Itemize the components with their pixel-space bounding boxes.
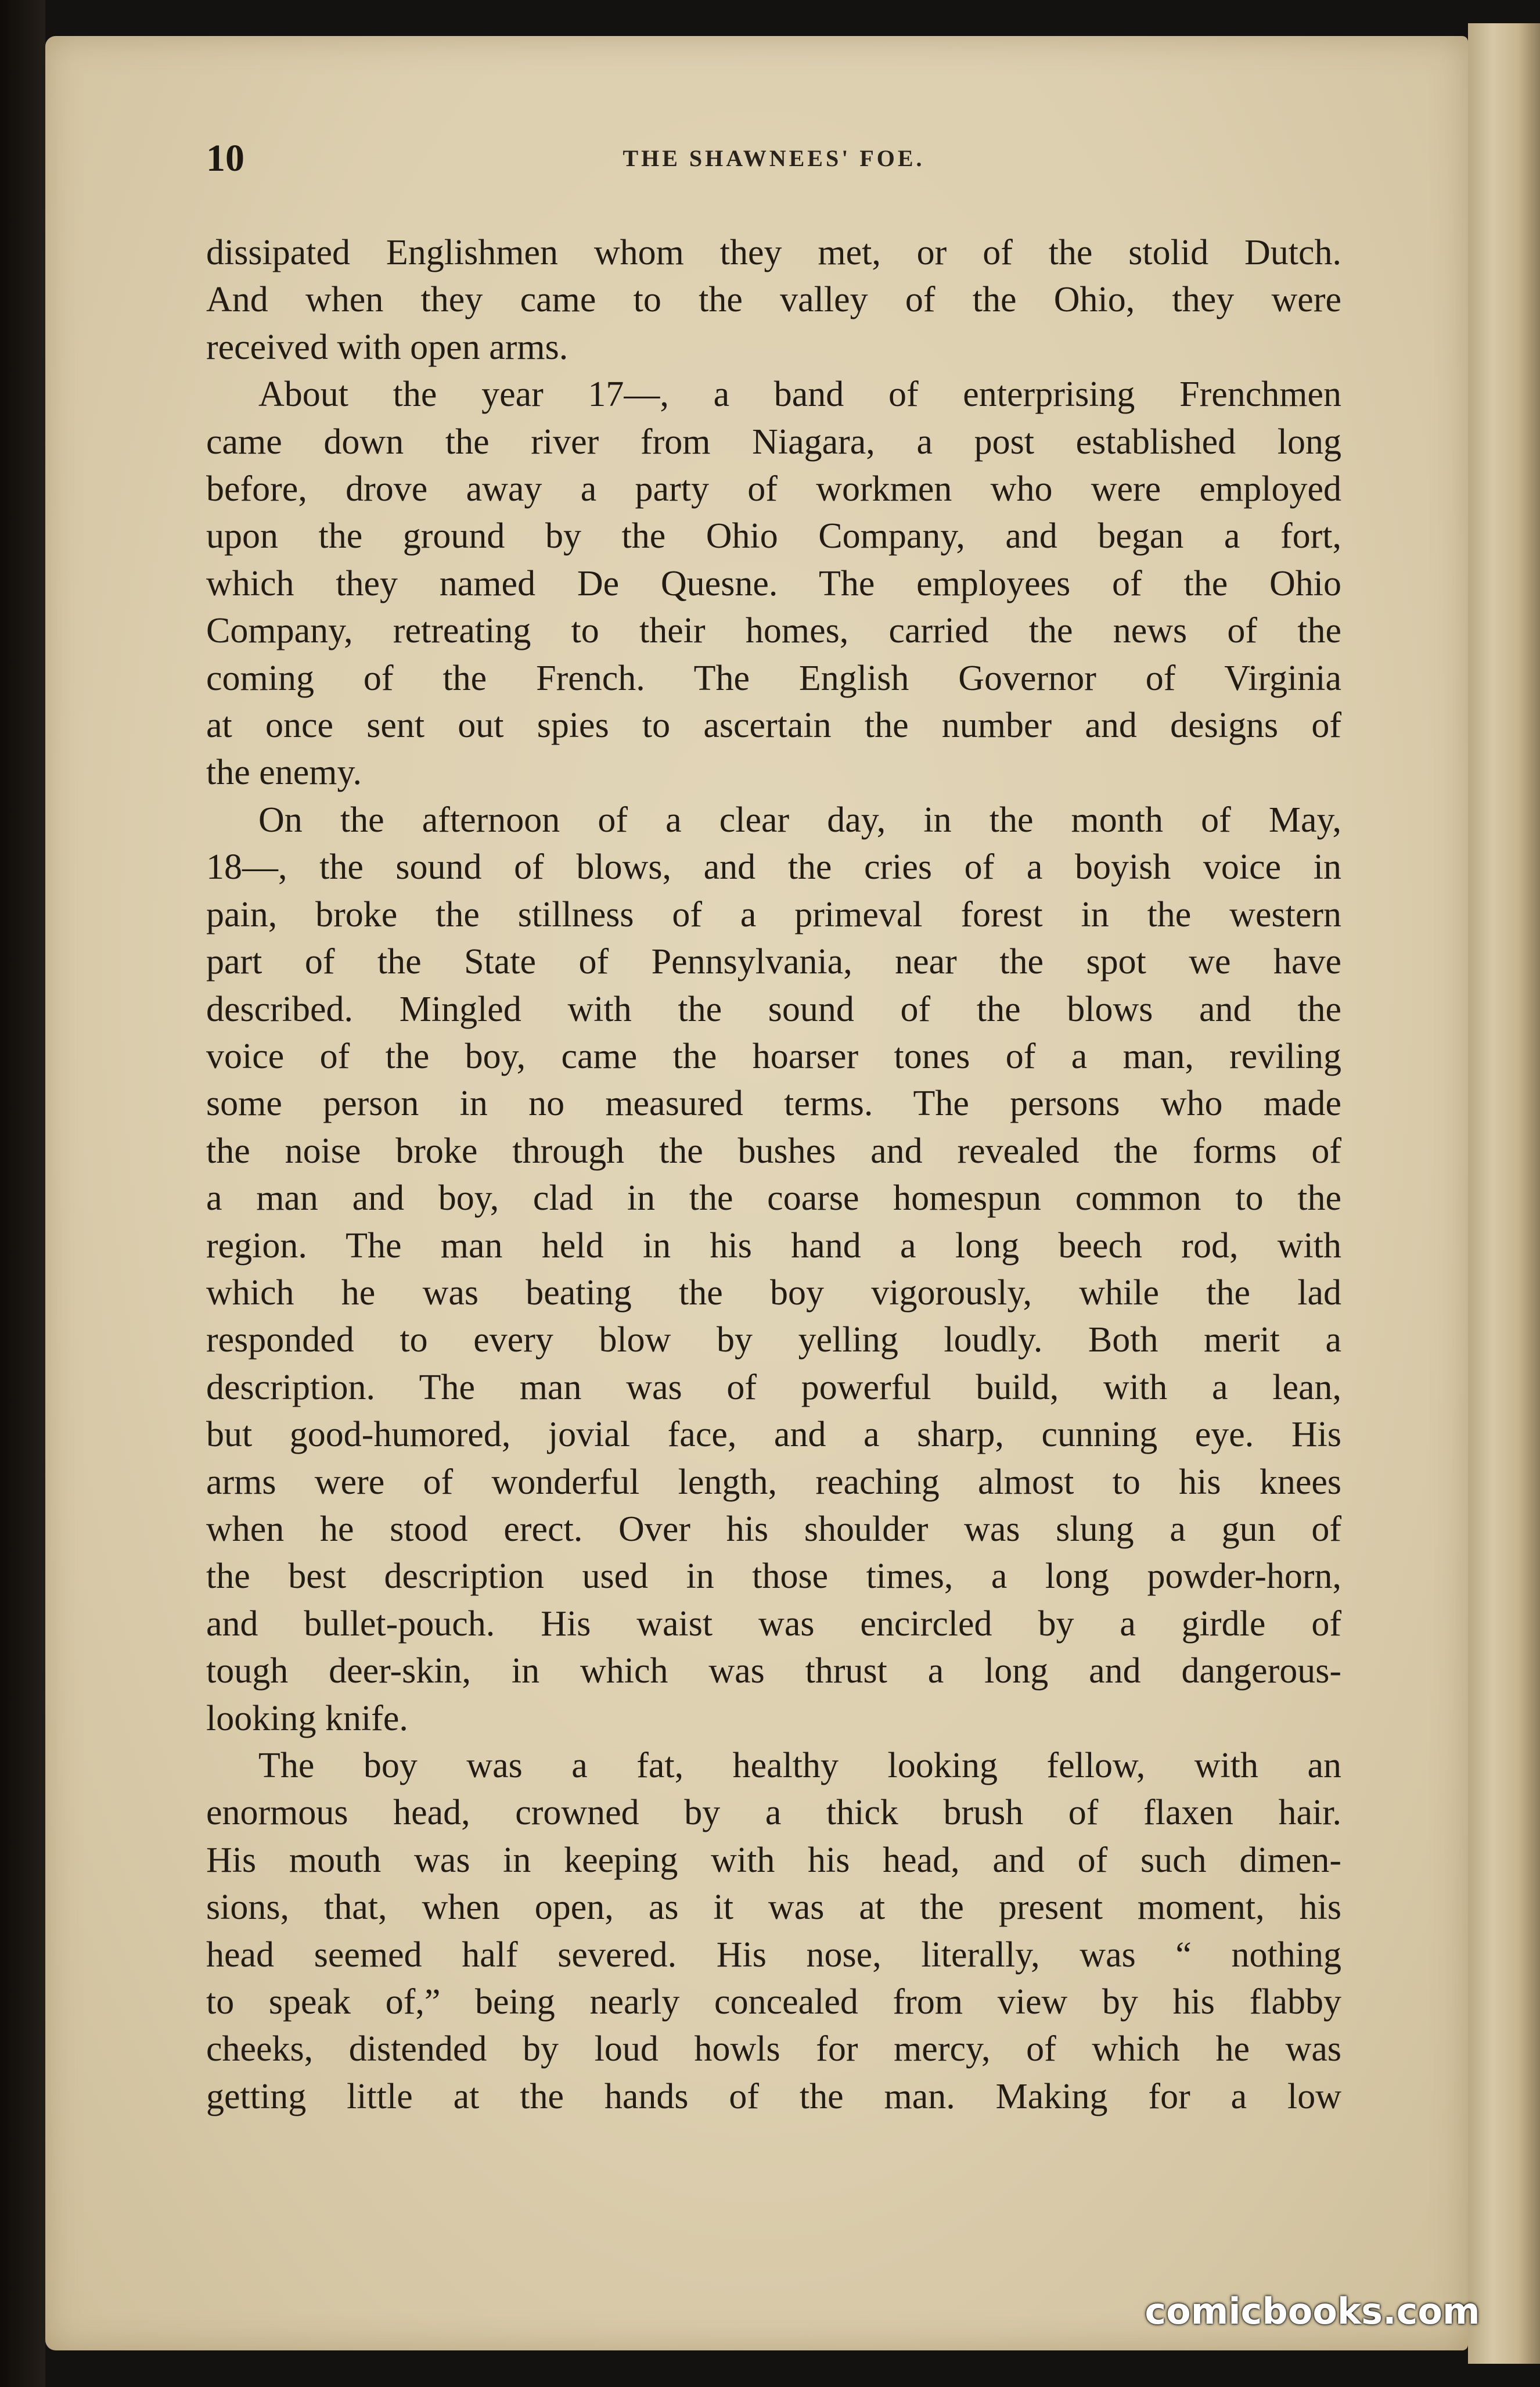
- running-head: THE SHAWNEES' FOE.: [623, 145, 925, 171]
- text-line: dissipated Englishmen whom they met, or of the stolid Dutch.: [206, 233, 1341, 272]
- text-line: arms were of wonderful length, reaching almost to his knees: [206, 1462, 1341, 1502]
- next-page-edge: [1468, 23, 1540, 2364]
- book-spine-shadow: [0, 0, 45, 2387]
- page-number: 10: [206, 137, 244, 179]
- text-line: upon the ground by the Ohio Company, and began a fort,: [206, 516, 1341, 556]
- text-line: enormous head, crowned by a thick brush of flaxen hair.: [206, 1793, 1341, 1833]
- page-header: [206, 136, 1341, 183]
- text-line: voice of the boy, came the hoarser tones of a man, reviling: [206, 1036, 1341, 1076]
- text-line: On the afternoon of a clear day, in the month of May,: [258, 800, 1341, 840]
- text-line: and bullet-pouch. His waist was encircled by a girdle of: [206, 1604, 1341, 1644]
- text-line: Company, retreating to their homes, carried the news of the: [206, 611, 1341, 651]
- text-line: the best description used in those times, a long powder-horn,: [206, 1556, 1341, 1597]
- text-line: The boy was a fat, healthy looking fellow, with an: [258, 1746, 1341, 1785]
- text-line: received with open arms.: [206, 327, 568, 367]
- text-line: head seemed half severed. His nose, literally, was “ nothing: [206, 1935, 1341, 1975]
- text-line: cheeks, distended by loud howls for mercy, of which he was: [206, 2029, 1341, 2069]
- text-line: to speak of,” being nearly concealed from view by his flabby: [206, 1982, 1341, 2022]
- text-line: 18—, the sound of blows, and the cries of a boyish voice in: [206, 847, 1341, 887]
- text-line: description. The man was of powerful build, with a lean,: [206, 1367, 1341, 1407]
- text-line: when he stood erect. Over his shoulder was slung a gun of: [206, 1509, 1341, 1549]
- text-line: which they named De Quesne. The employees of the Ohio: [206, 563, 1341, 603]
- text-line: About the year 17—, a band of enterprising Frenchmen: [258, 375, 1341, 415]
- text-line: came down the river from Niagara, a post established long: [206, 422, 1341, 462]
- text-line: before, drove away a party of workmen who were employed: [206, 469, 1341, 509]
- text-line: tough deer-skin, in which was thrust a long and dangerous-: [206, 1651, 1341, 1691]
- watermark-text: comicbooks.com: [1145, 2290, 1480, 2332]
- text-line: described. Mingled with the sound of the blows and the: [206, 989, 1341, 1029]
- text-line: And when they came to the valley of the Ohio, they were: [206, 280, 1341, 320]
- text-line: some person in no measured terms. The persons who made: [206, 1084, 1341, 1124]
- text-line: His mouth was in keeping with his head, and of such dimen-: [206, 1840, 1341, 1880]
- text-line: which he was beating the boy vigorously, while the lad: [206, 1272, 1341, 1313]
- body-text: [206, 229, 1341, 2120]
- text-line: responded to every blow by yelling loudly. Both merit a: [206, 1320, 1341, 1360]
- text-line: sions, that, when open, as it was at the present moment, his: [206, 1888, 1341, 1928]
- text-line: getting little at the hands of the man. Making for a low: [206, 2076, 1341, 2116]
- text-line: region. The man held in his hand a long beech rod, with: [206, 1225, 1341, 1266]
- text-line: part of the State of Pennsylvania, near the spot we have: [206, 942, 1341, 982]
- text-line: looking knife.: [206, 1698, 408, 1738]
- text-line: a man and boy, clad in the coarse homespun common to the: [206, 1178, 1341, 1218]
- text-line: pain, broke the stillness of a primeval forest in the western: [206, 894, 1341, 934]
- text-line: the noise broke through the bushes and revealed the forms of: [206, 1131, 1341, 1171]
- text-line: at once sent out spies to ascertain the number and designs of: [206, 706, 1341, 746]
- text-line: the enemy.: [206, 753, 362, 793]
- text-line: coming of the French. The English Governor of Virginia: [206, 658, 1341, 698]
- text-line: but good-humored, jovial face, and a sharp, cunning eye. His: [206, 1415, 1341, 1455]
